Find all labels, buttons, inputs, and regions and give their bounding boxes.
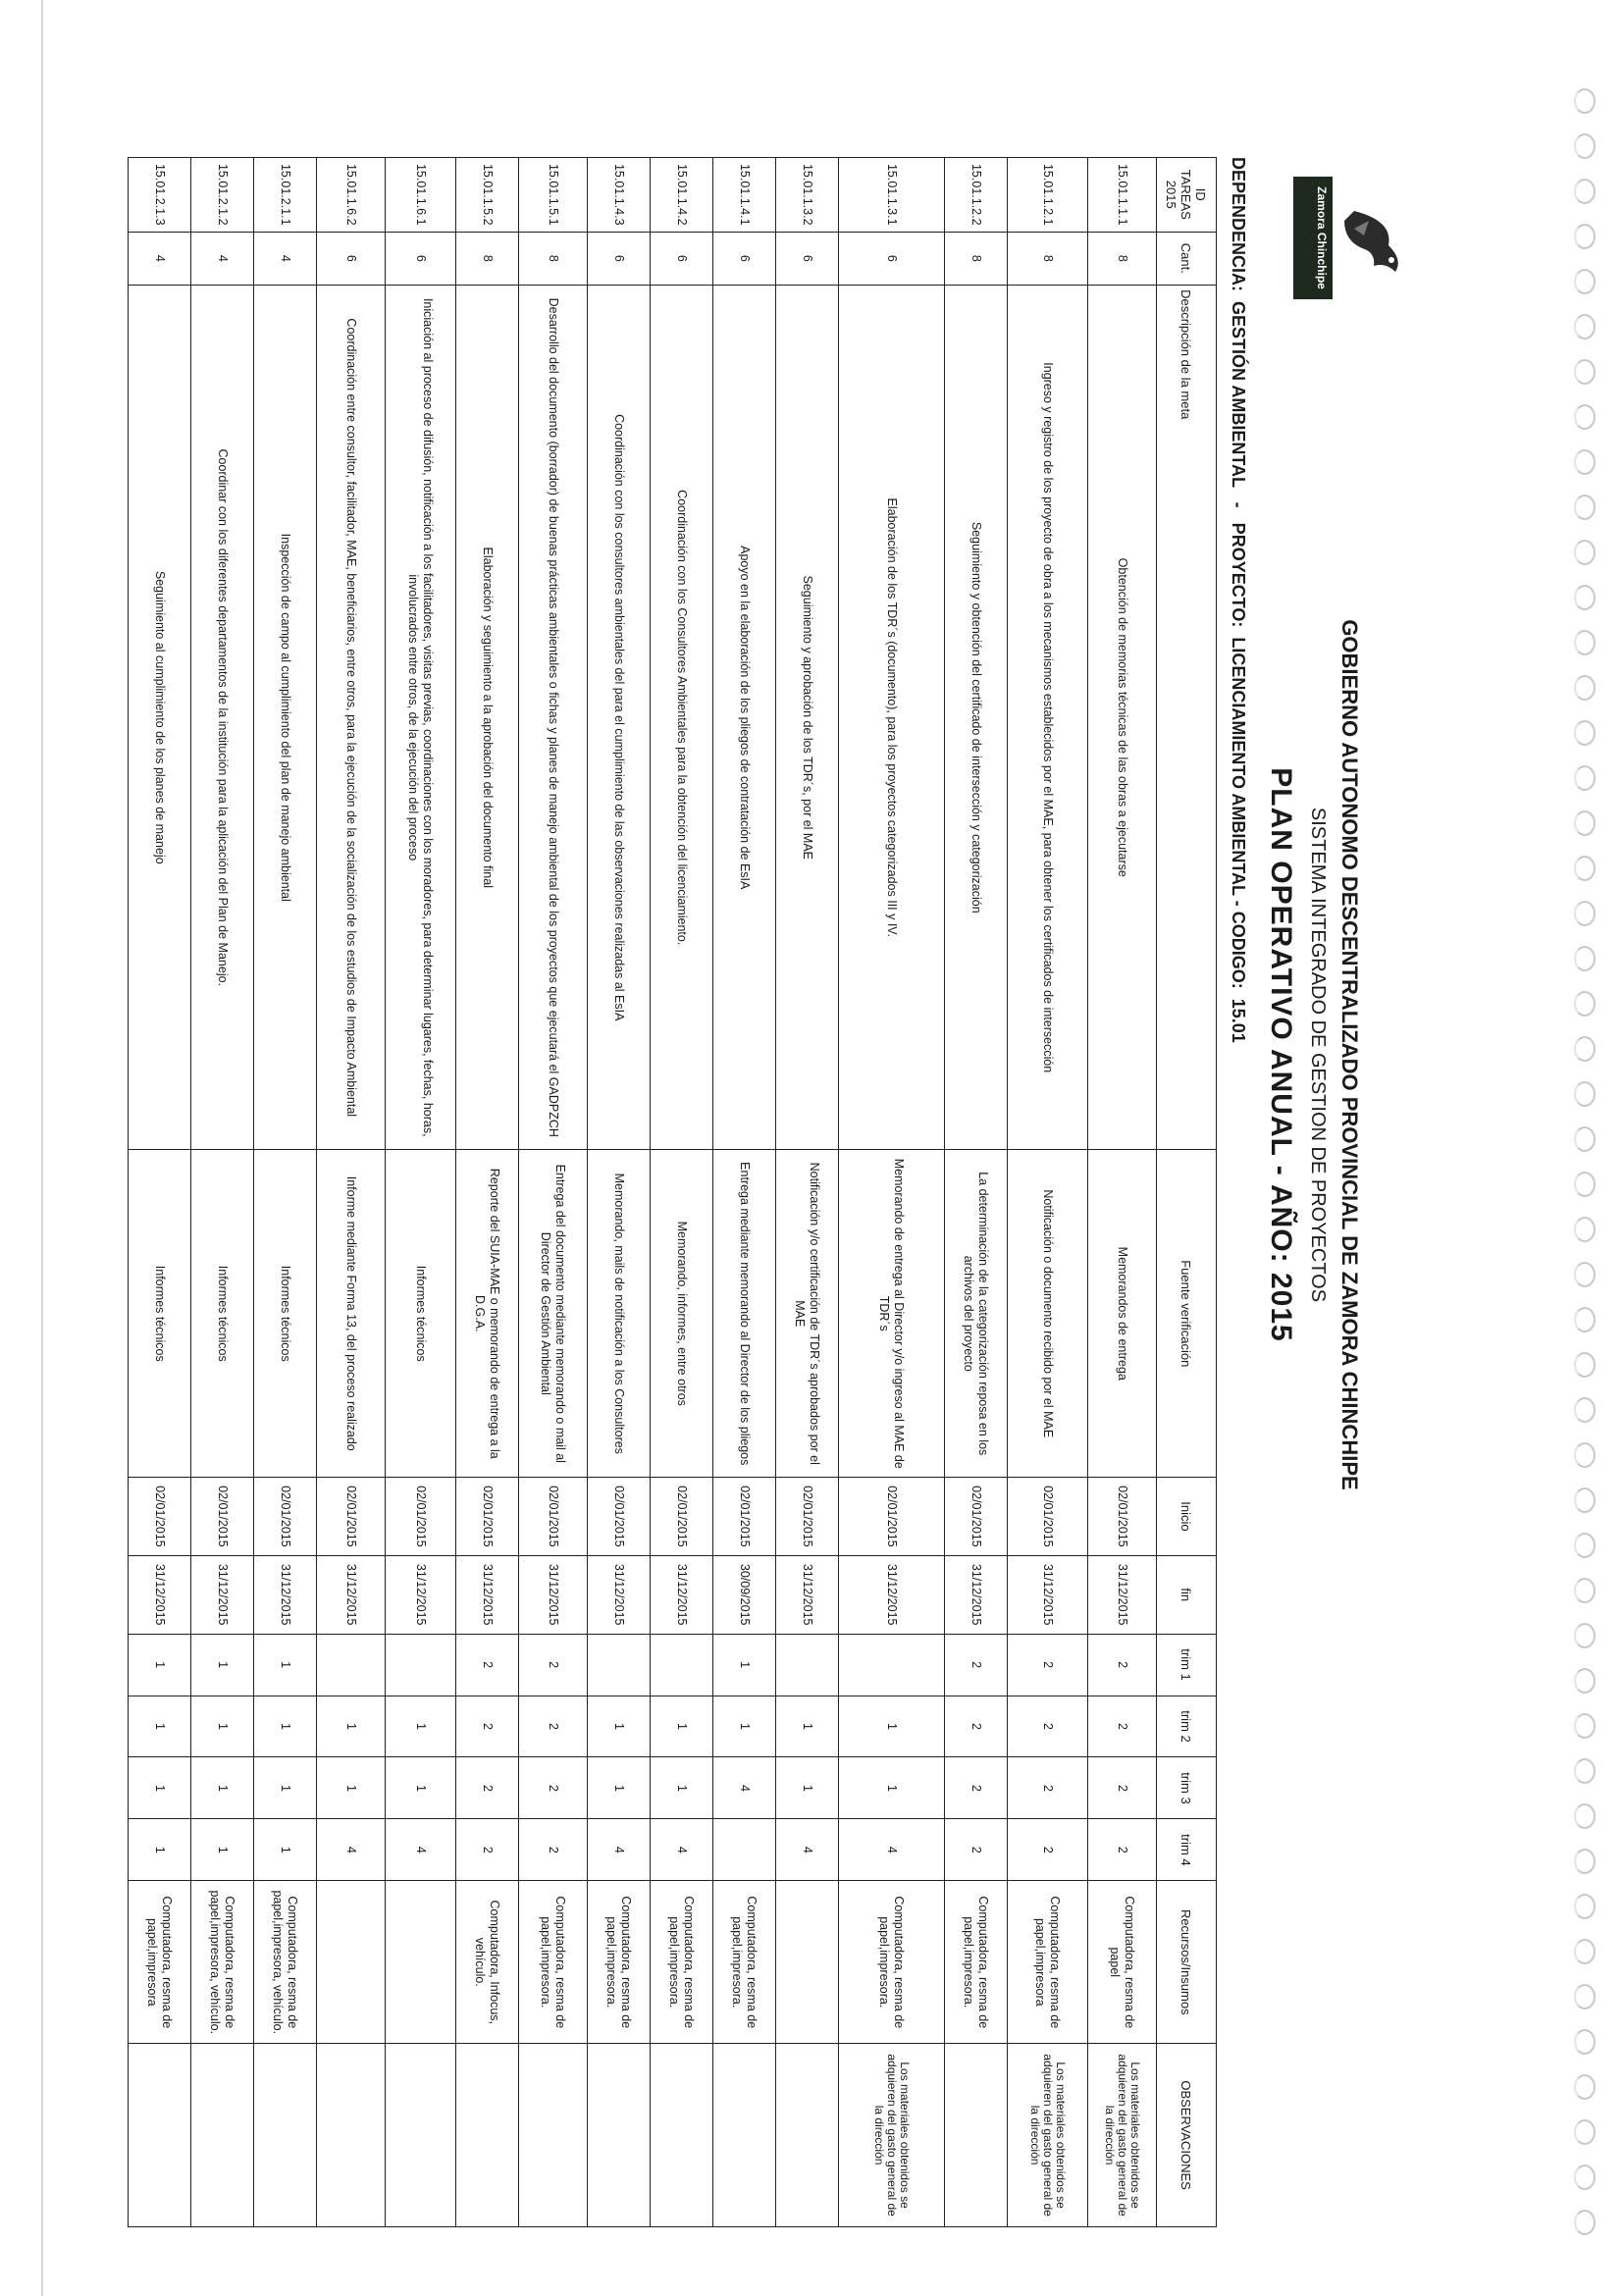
table-row xyxy=(317,158,386,2227)
cell-trim2: 2 xyxy=(945,1696,1008,1757)
cell-observations xyxy=(651,2044,713,2227)
cell-trim2: 1 xyxy=(191,1696,254,1757)
cell-trim3: 1 xyxy=(588,1757,651,1819)
cell-start-date: 02/01/2015 xyxy=(317,1478,386,1556)
cell-trim3: 2 xyxy=(1088,1757,1157,1819)
binding-hole xyxy=(1574,2029,1596,2055)
cell-quantity: 6 xyxy=(651,232,713,286)
cell-resources xyxy=(317,1881,386,2044)
cell-description: Inspección de campo al cumplimiento del plan de manejo ambiental xyxy=(254,286,317,1150)
cell-trim1 xyxy=(588,1634,651,1696)
cell-description: Coordinación entre consultor, facilitador, MAE, beneficiarios, entre otros, para la ejecución de la socialización de los estudios de Impacto Ambiental xyxy=(317,286,386,1150)
cell-trim2: 2 xyxy=(519,1696,588,1757)
cell-description: Seguimiento al cumplimiento de los planes de manejo xyxy=(129,286,191,1150)
system-title: SISTEMA INTEGRADO DE GESTION DE PROYECTOS xyxy=(1307,807,1329,1303)
binding-holes xyxy=(1570,88,1609,2267)
cell-trim4: 1 xyxy=(254,1819,317,1881)
col-header-trim3: trim 3 xyxy=(1157,1757,1217,1819)
binding-hole xyxy=(1574,1668,1596,1694)
binding-hole xyxy=(1574,449,1596,475)
cell-verification-source: Notificación y/o certificación de TDR´s aprobados por el MAE xyxy=(776,1150,839,1478)
bird-logo-icon xyxy=(1335,201,1413,280)
table-row xyxy=(254,158,317,2227)
cell-resources: Computadora, resma de papel,impresora. xyxy=(839,1881,945,2044)
cell-start-date: 02/01/2015 xyxy=(776,1478,839,1556)
cell-trim2: 2 xyxy=(1008,1696,1088,1757)
binding-hole xyxy=(1574,810,1596,836)
col-header-observaciones: OBSERVACIONES xyxy=(1157,2044,1217,2227)
cell-start-date: 02/01/2015 xyxy=(191,1478,254,1556)
col-header-cant: Cant. xyxy=(1157,232,1217,286)
cell-trim4: 2 xyxy=(456,1819,519,1881)
binding-hole xyxy=(1574,1262,1596,1287)
cell-trim3: 2 xyxy=(945,1757,1008,1819)
cell-resources: Computadora, resma de papel,impresora xyxy=(1008,1881,1088,2044)
cell-trim3: 2 xyxy=(1008,1757,1088,1819)
cell-quantity: 6 xyxy=(386,232,456,286)
cell-start-date: 02/01/2015 xyxy=(713,1478,776,1556)
cell-resources: Computadora, resma de papel,impresora. xyxy=(713,1881,776,2044)
binding-hole xyxy=(1574,856,1596,881)
binding-hole xyxy=(1574,1533,1596,1558)
col-header-inicio: Inicio xyxy=(1157,1478,1217,1556)
cell-trim2: 1 xyxy=(776,1696,839,1757)
binding-hole xyxy=(1574,269,1596,294)
cell-observations xyxy=(519,2044,588,2227)
cell-trim3: 1 xyxy=(254,1757,317,1819)
cell-start-date: 02/01/2015 xyxy=(839,1478,945,1556)
cell-start-date: 02/01/2015 xyxy=(651,1478,713,1556)
binding-hole xyxy=(1574,585,1596,610)
cell-observations xyxy=(317,2044,386,2227)
table-row xyxy=(651,158,713,2227)
cell-trim2: 1 xyxy=(713,1696,776,1757)
cell-task-id: 15.01.1.3.2 xyxy=(776,158,839,233)
binding-hole xyxy=(1574,720,1596,746)
binding-hole xyxy=(1574,2165,1596,2190)
cell-verification-source: Memorando de entrega al Director y/o ingreso al MAE de TDR´s xyxy=(839,1150,945,1478)
table-row xyxy=(191,158,254,2227)
cell-verification-source: Entrega mediante memorando al Director de los pliegos xyxy=(713,1150,776,1478)
cell-quantity: 6 xyxy=(776,232,839,286)
cell-task-id: 15.01.1.6.2 xyxy=(317,158,386,233)
cell-quantity: 8 xyxy=(945,232,1008,286)
cell-verification-source: Memorando, mails de notificación a los Consultores xyxy=(588,1150,651,1478)
cell-task-id: 15.01.1.4.2 xyxy=(651,158,713,233)
cell-trim2: 1 xyxy=(317,1696,386,1757)
cell-observations xyxy=(129,2044,191,2227)
binding-hole xyxy=(1574,765,1596,791)
cell-trim3: 1 xyxy=(839,1757,945,1819)
cell-resources: Computadora, resma de papel xyxy=(1088,1881,1157,2044)
cell-trim1: 2 xyxy=(456,1634,519,1696)
cell-resources xyxy=(386,1881,456,2044)
cell-trim4: 2 xyxy=(945,1819,1008,1881)
cell-task-id: 15.01.1.5.1 xyxy=(519,158,588,233)
cell-description: Seguimiento y obtención del certificado de intersección y categorización xyxy=(945,286,1008,1150)
binding-hole xyxy=(1574,2119,1596,2145)
binding-hole xyxy=(1574,179,1596,204)
cell-start-date: 02/01/2015 xyxy=(456,1478,519,1556)
cell-resources: Computadora, resma de papel,impresora, vehículo. xyxy=(254,1881,317,2044)
cell-description: Elaboración y seguimiento a la aprobación del documento final xyxy=(456,286,519,1150)
cell-quantity: 8 xyxy=(1008,232,1088,286)
cell-observations xyxy=(191,2044,254,2227)
cell-verification-source: Memorando, informes, entre otros xyxy=(651,1150,713,1478)
binding-hole xyxy=(1574,675,1596,701)
cell-trim1 xyxy=(839,1634,945,1696)
binding-hole xyxy=(1574,1352,1596,1378)
cell-trim3: 1 xyxy=(776,1757,839,1819)
table-row xyxy=(588,158,651,2227)
cell-description: Elaboración de los TDR´s (documento), para los proyectos categorizados III y IV. xyxy=(839,286,945,1150)
dependency-line: DEPENDENCIA: GESTIÓN AMBIENTAL - PROYECTO: LICENCIAMIENTO AMBIENTAL - CODIGO: 15.01 xyxy=(1229,157,1248,1043)
binding-hole xyxy=(1574,495,1596,520)
binding-hole xyxy=(1574,1307,1596,1332)
cell-observations: Los materiales obtenidos se adquieren del gasto general de la dirección xyxy=(839,2044,945,2227)
cell-resources: Computadora, resma de papel,impresora. xyxy=(519,1881,588,2044)
cell-quantity: 6 xyxy=(713,232,776,286)
cell-trim1 xyxy=(386,1634,456,1696)
table-row xyxy=(1088,158,1157,2227)
cell-task-id: 15.01.2.1.2 xyxy=(191,158,254,233)
cell-end-date: 31/12/2015 xyxy=(776,1555,839,1634)
binding-hole xyxy=(1574,1894,1596,1919)
cell-trim2: 1 xyxy=(839,1696,945,1757)
cell-end-date: 30/09/2015 xyxy=(713,1555,776,1634)
cell-task-id: 15.01.1.4.1 xyxy=(713,158,776,233)
cell-quantity: 6 xyxy=(839,232,945,286)
cell-quantity: 4 xyxy=(129,232,191,286)
cell-resources xyxy=(776,1881,839,2044)
cell-verification-source: Informes técnicos xyxy=(254,1150,317,1478)
table-body xyxy=(129,158,1157,2227)
paper-left-edge xyxy=(41,0,43,2296)
cell-description: Coordinar con los diferentes departamentos de la institución para la aplicación del Plan de Manejo. xyxy=(191,286,254,1150)
cell-start-date: 02/01/2015 xyxy=(386,1478,456,1556)
cell-task-id: 15.01.1.2.1 xyxy=(1008,158,1088,233)
cell-verification-source: Informe mediante Forma 13, del proceso realizado xyxy=(317,1150,386,1478)
cell-trim2: 2 xyxy=(1088,1696,1157,1757)
cell-trim1: 2 xyxy=(1008,1634,1088,1696)
table-row xyxy=(519,158,588,2227)
cell-trim3: 2 xyxy=(456,1757,519,1819)
col-header-id: ID TAREAS 2015 xyxy=(1157,158,1217,233)
cell-trim4 xyxy=(713,1819,776,1881)
cell-trim4: 2 xyxy=(519,1819,588,1881)
cell-start-date: 02/01/2015 xyxy=(129,1478,191,1556)
document-sheet xyxy=(147,25,1423,2271)
cell-verification-source: Notificación o documento recibido por el MAE xyxy=(1008,1150,1088,1478)
col-header-fin: fin xyxy=(1157,1555,1217,1634)
cell-trim3: 1 xyxy=(191,1757,254,1819)
binding-hole xyxy=(1574,946,1596,971)
cell-trim1: 2 xyxy=(945,1634,1008,1696)
cell-trim1: 1 xyxy=(254,1634,317,1696)
col-header-trim4: trim 4 xyxy=(1157,1819,1217,1881)
cell-trim4: 4 xyxy=(386,1819,456,1881)
binding-hole xyxy=(1574,1487,1596,1513)
cell-quantity: 8 xyxy=(519,232,588,286)
cell-resources: Computadora, resma de papel,impresora. xyxy=(588,1881,651,2044)
cell-start-date: 02/01/2015 xyxy=(1088,1478,1157,1556)
cell-trim1 xyxy=(317,1634,386,1696)
cell-verification-source: Reporte del SUIA-MAE o memorando de entrega a la D.G.A. xyxy=(456,1150,519,1478)
cell-trim1: 2 xyxy=(1088,1634,1157,1696)
cell-resources: Computadora, resma de papel,impresora. xyxy=(945,1881,1008,2044)
cell-task-id: 15.01.1.4.3 xyxy=(588,158,651,233)
cell-end-date: 31/12/2015 xyxy=(191,1555,254,1634)
cell-trim2: 1 xyxy=(129,1696,191,1757)
binding-hole xyxy=(1574,1397,1596,1423)
cell-trim4: 4 xyxy=(651,1819,713,1881)
cell-trim2: 1 xyxy=(588,1696,651,1757)
cell-verification-source: La determinación de la categorización reposa en los archivos del proyecto xyxy=(945,1150,1008,1478)
cell-start-date: 02/01/2015 xyxy=(588,1478,651,1556)
cell-trim3: 4 xyxy=(713,1757,776,1819)
cell-trim1: 1 xyxy=(191,1634,254,1696)
cell-resources: Computadora, Infocus, vehículo. xyxy=(456,1881,519,2044)
table-row xyxy=(456,158,519,2227)
cell-quantity: 8 xyxy=(456,232,519,286)
binding-hole xyxy=(1574,404,1596,430)
cell-task-id: 15.01.2.1.3 xyxy=(129,158,191,233)
binding-hole xyxy=(1574,133,1596,159)
binding-hole xyxy=(1574,1803,1596,1829)
cell-quantity: 6 xyxy=(588,232,651,286)
plan-title: PLAN OPERATIVO ANUAL - AÑO: 2015 xyxy=(1265,767,1297,1342)
cell-trim4: 1 xyxy=(129,1819,191,1881)
table-row xyxy=(945,158,1008,2227)
binding-hole xyxy=(1574,1172,1596,1197)
table-row xyxy=(129,158,191,2227)
cell-start-date: 02/01/2015 xyxy=(519,1478,588,1556)
cell-trim4: 4 xyxy=(839,1819,945,1881)
binding-hole xyxy=(1574,88,1596,114)
binding-hole xyxy=(1574,224,1596,249)
binding-hole xyxy=(1574,359,1596,385)
table-row xyxy=(776,158,839,2227)
cell-observations xyxy=(776,2044,839,2227)
cell-description: Desarrollo del documento (borrador) de buenas prácticas ambientales o fichas y planes de manejo ambiental de los proyectos que ejecutará el GADPZCH xyxy=(519,286,588,1150)
cell-end-date: 31/12/2015 xyxy=(839,1555,945,1634)
binding-hole xyxy=(1574,2074,1596,2100)
binding-hole xyxy=(1574,1217,1596,1242)
cell-quantity: 6 xyxy=(317,232,386,286)
table-row xyxy=(1008,158,1088,2227)
binding-hole xyxy=(1574,991,1596,1017)
cell-description: Iniciación al proceso de difusión, notificación a los facilitadores, visitas previas, coordinaciones con los moradores, para determinar lugares, fechas, horas, involucrados entre otros, de la ejecución del proceso xyxy=(386,286,456,1150)
cell-observations: Los materiales obtenidos se adquieren del gasto general de la dirección xyxy=(1008,2044,1088,2227)
binding-hole xyxy=(1574,540,1596,565)
cell-task-id: 15.01.1.2.2 xyxy=(945,158,1008,233)
cell-trim3: 2 xyxy=(519,1757,588,1819)
cell-observations xyxy=(713,2044,776,2227)
cell-trim1: 1 xyxy=(129,1634,191,1696)
cell-trim3: 1 xyxy=(386,1757,456,1819)
cell-description: Coordinación con los consultores ambientales del para el cumplimiento de las observaciones realizadas al EsIA xyxy=(588,286,651,1150)
binding-hole xyxy=(1574,1849,1596,1874)
binding-hole xyxy=(1574,1036,1596,1062)
binding-hole xyxy=(1574,1984,1596,2009)
cell-end-date: 31/12/2015 xyxy=(519,1555,588,1634)
col-header-recursos: Recursos/Insumos xyxy=(1157,1881,1217,2044)
cell-end-date: 31/12/2015 xyxy=(1088,1555,1157,1634)
logo-caption: Zamora Chinchipe xyxy=(1293,177,1333,299)
cell-quantity: 8 xyxy=(1088,232,1157,286)
binding-hole xyxy=(1574,1939,1596,1964)
cell-verification-source: Informes técnicos xyxy=(191,1150,254,1478)
cell-quantity: 4 xyxy=(191,232,254,286)
cell-start-date: 02/01/2015 xyxy=(945,1478,1008,1556)
cell-end-date: 31/12/2015 xyxy=(129,1555,191,1634)
cell-task-id: 15.01.1.5.2 xyxy=(456,158,519,233)
cell-task-id: 15.01.1.3.1 xyxy=(839,158,945,233)
col-header-trim2: trim 2 xyxy=(1157,1696,1217,1757)
binding-hole xyxy=(1574,1623,1596,1648)
cell-end-date: 31/12/2015 xyxy=(317,1555,386,1634)
cell-start-date: 02/01/2015 xyxy=(254,1478,317,1556)
binding-hole xyxy=(1574,1081,1596,1107)
cell-verification-source: Memorandos de entrega xyxy=(1088,1150,1157,1478)
cell-verification-source: Informes técnicos xyxy=(129,1150,191,1478)
binding-hole xyxy=(1574,630,1596,655)
table-row xyxy=(386,158,456,2227)
binding-hole xyxy=(1574,1713,1596,1739)
binding-hole xyxy=(1574,2210,1596,2235)
cell-trim1 xyxy=(651,1634,713,1696)
plan-table xyxy=(128,157,1217,2227)
cell-trim2: 1 xyxy=(254,1696,317,1757)
cell-trim2: 2 xyxy=(456,1696,519,1757)
cell-verification-source: Entrega del documento mediante memorando o mail al Director de Gestión Ambiental xyxy=(519,1150,588,1478)
cell-description: Coordinación con los Consultores Ambientales para la obtención del licenciamiento. xyxy=(651,286,713,1150)
cell-trim4: 2 xyxy=(1088,1819,1157,1881)
cell-observations: Los materiales obtenidos se adquieren del gasto general de la dirección xyxy=(1088,2044,1157,2227)
cell-end-date: 31/12/2015 xyxy=(945,1555,1008,1634)
cell-end-date: 31/12/2015 xyxy=(588,1555,651,1634)
cell-trim4: 4 xyxy=(776,1819,839,1881)
cell-observations xyxy=(254,2044,317,2227)
cell-observations xyxy=(588,2044,651,2227)
cell-end-date: 31/12/2015 xyxy=(456,1555,519,1634)
col-header-trim1: trim 1 xyxy=(1157,1634,1217,1696)
cell-trim3: 1 xyxy=(129,1757,191,1819)
cell-quantity: 4 xyxy=(254,232,317,286)
cell-task-id: 15.01.1.6.1 xyxy=(386,158,456,233)
table-row xyxy=(713,158,776,2227)
col-header-fuente: Fuente verificación xyxy=(1157,1150,1217,1478)
cell-task-id: 15.01.1.1.1 xyxy=(1088,158,1157,233)
cell-end-date: 31/12/2015 xyxy=(386,1555,456,1634)
cell-trim1: 1 xyxy=(713,1634,776,1696)
table-header-row xyxy=(1157,158,1217,2227)
cell-observations xyxy=(386,2044,456,2227)
cell-end-date: 31/12/2015 xyxy=(1008,1555,1088,1634)
cell-resources: Computadora, resma de papel,impresora xyxy=(129,1881,191,2044)
cell-trim4: 2 xyxy=(1008,1819,1088,1881)
cell-trim1 xyxy=(776,1634,839,1696)
cell-end-date: 31/12/2015 xyxy=(651,1555,713,1634)
cell-resources: Computadora, resma de papel,impresora. xyxy=(651,1881,713,2044)
binding-hole xyxy=(1574,901,1596,926)
cell-description: Seguimiento y aprobación de los TDR´s, por el MAE xyxy=(776,286,839,1150)
cell-description: Ingreso y registro de los proyecto de obra a los mecanismos establecidos por el MAE, para obtener los certificados de intersección xyxy=(1008,286,1088,1150)
cell-description: Apoyo en la elaboración de los pliegos de contratación de EsIA xyxy=(713,286,776,1150)
binding-hole xyxy=(1574,1758,1596,1784)
binding-hole xyxy=(1574,1126,1596,1152)
cell-trim1: 2 xyxy=(519,1634,588,1696)
cell-trim4: 1 xyxy=(191,1819,254,1881)
cell-task-id: 15.01.2.1.1 xyxy=(254,158,317,233)
cell-observations xyxy=(945,2044,1008,2227)
cell-trim2: 1 xyxy=(386,1696,456,1757)
binding-hole xyxy=(1574,314,1596,339)
org-title: GOBIERNO AUTONOMO DESCENTRALIZADO PROVINCIAL DE ZAMORA CHINCHIPE xyxy=(1337,619,1362,1490)
cell-observations xyxy=(456,2044,519,2227)
cell-description: Obtención de memorias técnicas de las obras a ejecutarse xyxy=(1088,286,1157,1150)
cell-verification-source: Informes técnicos xyxy=(386,1150,456,1478)
cell-trim4: 4 xyxy=(588,1819,651,1881)
col-header-desc: Descripción de la meta xyxy=(1157,286,1217,1150)
table-row xyxy=(839,158,945,2227)
binding-hole xyxy=(1574,1442,1596,1468)
logo xyxy=(1266,177,1413,294)
cell-start-date: 02/01/2015 xyxy=(1008,1478,1088,1556)
cell-trim2: 1 xyxy=(651,1696,713,1757)
binding-hole xyxy=(1574,1578,1596,1603)
cell-trim3: 1 xyxy=(317,1757,386,1819)
cell-trim3: 1 xyxy=(651,1757,713,1819)
cell-resources: Computadora, resma de papel,impresora, vehículo. xyxy=(191,1881,254,2044)
cell-trim4: 4 xyxy=(317,1819,386,1881)
cell-end-date: 31/12/2015 xyxy=(254,1555,317,1634)
